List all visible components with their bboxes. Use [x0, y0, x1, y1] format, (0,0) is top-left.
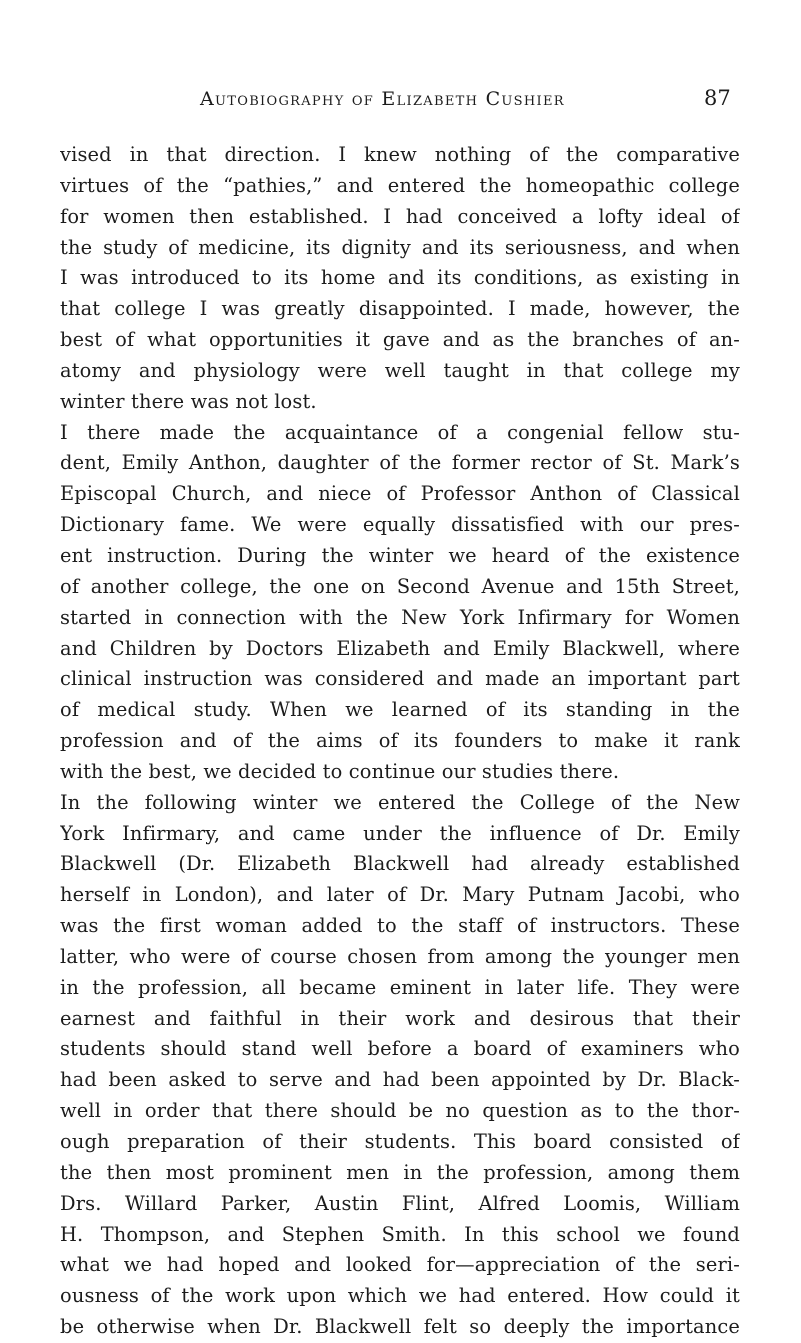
- running-head: Autobiography of Elizabeth Cushier: [200, 88, 565, 110]
- text-line: well in order that there should be no question as to the thor-: [60, 1099, 740, 1123]
- text-line: York Infirmary, and came under the influence of Dr. Emily: [60, 821, 740, 845]
- text-line: In the following winter we entered the College of the New: [60, 790, 740, 814]
- text-line: earnest and faithful in their work and desirous that their: [60, 1006, 740, 1030]
- text-line: atomy and physiology were well taught in that college my: [60, 358, 740, 382]
- text-line: be otherwise when Dr. Blackwell felt so deeply the importance: [60, 1315, 740, 1339]
- text-line: profession and of the aims of its founders to make it rank: [60, 729, 740, 753]
- text-line: I there made the acquaintance of a congenial fellow stu-: [60, 420, 740, 444]
- text-line: the then most prominent men in the profession, among them: [60, 1160, 740, 1184]
- text-line: that college I was greatly disappointed. I made, however, the: [60, 297, 740, 321]
- text-line: dent, Emily Anthon, daughter of the former rector of St. Mark’s: [60, 451, 740, 475]
- text-line: and Children by Doctors Elizabeth and Emily Blackwell, where: [60, 636, 740, 660]
- text-line: ousness of the work upon which we had entered. How could it: [60, 1284, 740, 1308]
- text-line: Blackwell (Dr. Elizabeth Blackwell had already established: [60, 852, 740, 876]
- text-line: best of what opportunities it gave and as the branches of an-: [60, 328, 740, 352]
- text-line: students should stand well before a board of examiners who: [60, 1037, 740, 1061]
- text-line: in the profession, all became eminent in later life. They were: [60, 975, 740, 999]
- text-line: had been asked to serve and had been appointed by Dr. Black-: [60, 1068, 740, 1092]
- text-line: latter, who were of course chosen from among the younger men: [60, 944, 740, 968]
- text-line: virtues of the “pathies,” and entered the homeopathic college: [60, 173, 740, 197]
- text-line: clinical instruction was considered and made an important part: [60, 667, 740, 691]
- text-line: herself in London), and later of Dr. Mary Putnam Jacobi, who: [60, 883, 740, 907]
- text-line: with the best, we decided to continue our studies there.: [60, 759, 620, 783]
- text-line: Dictionary fame. We were equally dissatisfied with our pres-: [60, 513, 740, 537]
- text-line: of medical study. When we learned of its standing in the: [60, 698, 740, 722]
- text-line: what we had hoped and looked for—appreciation of the seri-: [60, 1253, 740, 1277]
- text-line: Drs. Willard Parker, Austin Flint, Alfred Loomis, William: [60, 1191, 740, 1215]
- text-line: the study of medicine, its dignity and its seriousness, and when: [60, 235, 740, 259]
- text-line: H. Thompson, and Stephen Smith. In this school we found: [60, 1222, 740, 1246]
- text-line: of another college, the one on Second Avenue and 15th Street,: [60, 574, 740, 598]
- text-line: for women then established. I had conceived a lofty ideal of: [60, 204, 740, 228]
- text-line: I was introduced to its home and its conditions, as existing in: [60, 266, 740, 290]
- text-line: winter there was not lost.: [60, 389, 317, 413]
- text-line: Episcopal Church, and niece of Professor Anthon of Classical: [60, 482, 740, 506]
- text-line: started in connection with the New York Infirmary for Women: [60, 605, 740, 629]
- text-line: vised in that direction. I knew nothing of the comparative: [60, 143, 740, 166]
- text-line: ough preparation of their students. This board consisted of: [60, 1130, 740, 1153]
- text-line: ent instruction. During the winter we heard of the existence: [60, 543, 740, 567]
- text-line: was the first woman added to the staff of instructors. These: [60, 914, 740, 938]
- body-text: [60, 140, 740, 1343]
- page-number: 87: [704, 86, 731, 110]
